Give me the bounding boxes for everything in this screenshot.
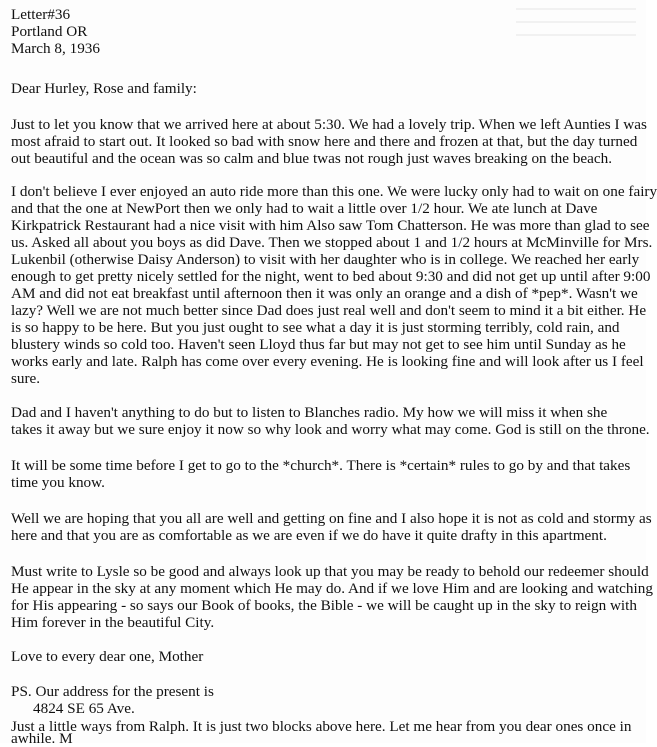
paragraph-6-line: He appear in the sky at any moment which He may do. And if we love Him and are looking and watching (11, 580, 653, 597)
paragraph-5-line: Well we are hoping that you all are well and getting on fine and I also hope it is not as cold and stormy as (11, 510, 652, 527)
paragraph-1-line: out beautiful and the ocean was so calm and blue twas not rough just waves breaking on the beach. (11, 150, 612, 167)
paragraph-2-line: is so happy to be here. But you just ought to see what a day it is just storming terribly, cold rain, and (11, 319, 620, 336)
paragraph-2-line: enough to get pretty nicely settled for the night, went to bed about 9:30 and did not get up until after 9:00 (11, 268, 651, 285)
paragraph-2-line: and that the one at NewPort then we only had to wait a little over 1/2 hour. We ate lunch at Dave (11, 200, 598, 217)
paragraph-2-line: lazy? Well we are not much better since Dad does just real well and don't seem to mind it a bit either. He (11, 302, 647, 319)
paragraph-3-line: takes it away but we sure enjoy it now so why look and worry what may come. God is still on the throne. (11, 421, 650, 438)
closing: Love to every dear one, Mother (11, 648, 204, 665)
paragraph-2-line: blustery winds so cold too. Haven't seen Lloyd thus far but may not get to see him until Sunday as he (11, 336, 626, 353)
paragraph-3-line: Dad and I haven't anything to do but to listen to Blanches radio. My how we will miss it when she (11, 404, 608, 421)
letter-date: March 8, 1936 (11, 40, 100, 57)
bleed-through-line (516, 8, 636, 10)
paragraph-2-line: Kirkpatrick Restaurant had a nice visit with him Also saw Tom Chatterson. He was more than glad to see (11, 217, 650, 234)
paragraph-1-line: Just to let you know that we arrived here at about 5:30. We had a lovely trip. When we left Aunties I was (11, 116, 647, 133)
paragraph-1-line: most afraid to start out. It looked so bad with snow here and there and frozen at that, but the day turned (11, 133, 638, 150)
paragraph-2-line: sure. (11, 370, 41, 387)
salutation: Dear Hurley, Rose and family: (11, 80, 197, 97)
paragraph-2-line: Lukenbil (otherwise Daisy Anderson) to visit with her daughter who is in college. We reached her early (11, 251, 640, 268)
paragraph-2-line: us. Asked all about you boys as did Dave. Then we stopped about 1 and 1/2 hours at McMinville for Mrs. (11, 234, 653, 251)
paragraph-2-line: I don't believe I ever enjoyed an auto ride more than this one. We were lucky only had to wait on one fairy (11, 183, 657, 200)
postscript-trailer-line: Just a little ways from Ralph. It is just two blocks above here. Let me hear from you dear ones once in (11, 718, 632, 735)
paragraph-6-line: for His appearing - so says our Book of books, the Bible - we will be caught up in the sky to reign with (11, 597, 637, 614)
bleed-through-line (516, 34, 636, 36)
postscript-address: 4824 SE 65 Ave. (33, 700, 135, 717)
letter-city: Portland OR (11, 23, 88, 40)
postscript-line: PS. Our address for the present is (11, 683, 214, 700)
paragraph-6-line: Must write to Lysle so be good and always look up that you may be ready to behold our redeemer should (11, 563, 649, 580)
paragraph-4-line: It will be some time before I get to go to the *church*. There is *certain* rules to go by and that takes (11, 457, 631, 474)
postscript-trailer-line: awhile. M (11, 730, 73, 747)
paragraph-2-line: AM and did not eat breakfast until afternoon then it was only an orange and a dish of *pep*. Wasn't we (11, 285, 638, 302)
bleed-through-line (516, 21, 636, 23)
paragraph-5-line: here and that you are as comfortable as we are even if we do have it quite drafty in this apartment. (11, 527, 607, 544)
paragraph-6-line: Him forever in the beautiful City. (11, 614, 215, 631)
paragraph-2-line: works early and late. Ralph has come over every evening. He is looking fine and will look after us I feel (11, 353, 644, 370)
paragraph-4-line: time you know. (11, 474, 105, 491)
letter-number: Letter#36 (11, 6, 71, 23)
bleed-through-marks (516, 8, 636, 47)
